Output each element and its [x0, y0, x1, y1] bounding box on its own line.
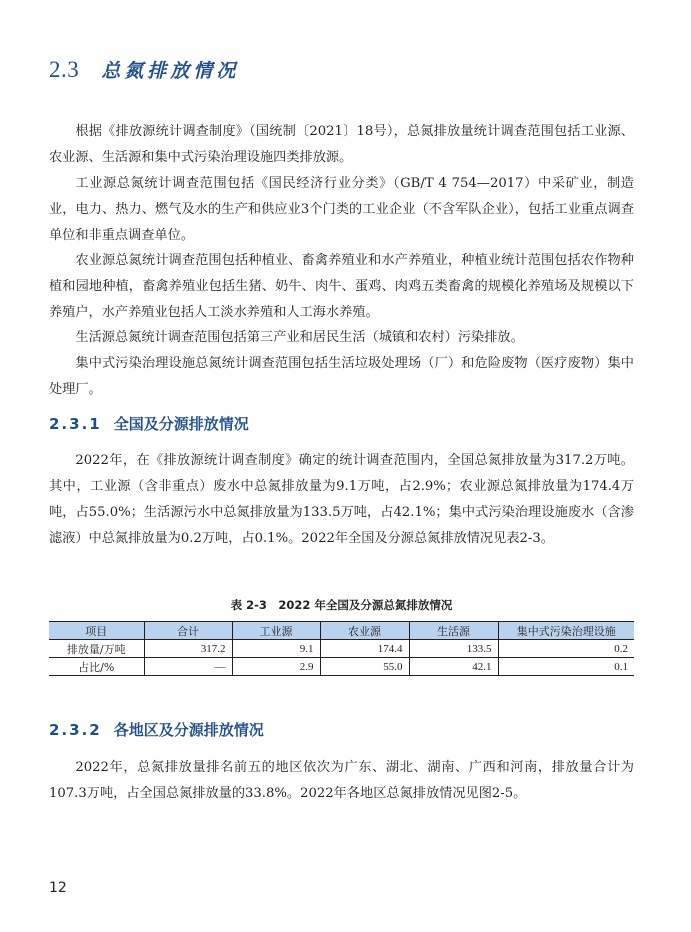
table-cell: 占比/%: [49, 658, 144, 676]
table-header-row: [49, 622, 634, 640]
table-cell: 0.1: [498, 658, 634, 676]
intro-paragraph: 工业源总氮统计调查范围包括《国民经济行业分类》（GB/T 4 754—2017）中采矿业，制造业，电力、热力、燃气及水的生产和供应业3个门类的工业企业（不含军队企业），包括工业重点调查单位和非重点调查单位。: [49, 176, 634, 243]
subsection-number: 2.3.1: [49, 415, 102, 433]
table-header-cell: 项目: [49, 622, 144, 640]
table-row: [49, 640, 634, 658]
subsection-number: 2.3.2: [49, 721, 102, 739]
table-cell: 0.2: [498, 640, 634, 658]
intro-paragraph: 集中式污染治理设施总氮统计调查范围包括生活垃圾处理场（厂）和危险废物（医疗废物）集中处理厂。: [49, 356, 634, 397]
table-header-cell: 生活源: [409, 622, 498, 640]
subsection-title: 全国及分源排放情况: [113, 415, 249, 433]
table-cell: 133.5: [409, 640, 498, 658]
subsection-heading-1: [49, 413, 249, 434]
section-number: 2.3: [49, 57, 80, 82]
table-cell: 42.1: [409, 658, 498, 676]
subsection-title: 各地区及分源排放情况: [113, 721, 264, 739]
table-header-cell: 集中式污染治理设施: [498, 622, 634, 640]
table-header-cell: 工业源: [232, 622, 320, 640]
section-heading: [49, 56, 239, 84]
section-title: 总氮排放情况: [101, 60, 240, 82]
table-header-cell: 合计: [144, 622, 232, 640]
table-row: [49, 658, 634, 676]
page-number: 12: [49, 880, 67, 896]
table-header-cell: 农业源: [320, 622, 409, 640]
table-cell: —: [144, 658, 232, 676]
subsection-paragraph: 2022年，在《排放源统计调查制度》确定的统计调查范围内，全国总氮排放量为317.2万吨。其中，工业源（含非重点）废水中总氮排放量为9.1万吨，占2.9%；农业源总氮排放量为174.4万吨，占55.0%；生活源污水中总氮排放量为133.5万吨，占42.1%；集中式污染治理设施废水（含渗滤液）中总氮排放量为0.2万吨，占0.1%。2022年全国及分源总氮排放情况见表2-3。: [49, 453, 634, 546]
intro-paragraph: 生活源总氮统计调查范围包括第三产业和居民生活（城镇和农村）污染排放。: [75, 330, 524, 345]
emission-table: [49, 621, 634, 676]
table-cell: 9.1: [232, 640, 320, 658]
table-cell: 排放量/万吨: [49, 640, 144, 658]
table-cell: 2.9: [232, 658, 320, 676]
table-cell: 317.2: [144, 640, 232, 658]
subsection-paragraph: 2022年，总氮排放量排名前五的地区依次为广东、湖北、湖南、广西和河南，排放量合计为107.3万吨，占全国总氮排放量的33.8%。2022年各地区总氮排放情况见图2-5。: [49, 760, 634, 801]
intro-paragraph: 根据《排放源统计调查制度》（国统制〔2021〕18号），总氮排放量统计调查范围包括工业源、农业源、生活源和集中式污染治理设施四类排放源。: [49, 124, 634, 165]
table-caption: 表 2-3 2022 年全国及分源总氮排放情况: [230, 598, 453, 612]
table-cell: 174.4: [320, 640, 409, 658]
table-cell: 55.0: [320, 658, 409, 676]
subsection-heading-2: [49, 719, 264, 740]
intro-paragraph: 农业源总氮统计调查范围包括种植业、畜禽养殖业和水产养殖业，种植业统计范围包括农作物种植和园地种植，畜禽养殖业包括生猪、奶牛、肉牛、蛋鸡、肉鸡五类畜禽的规模化养殖场及规模以下养殖户，水产养殖业包括人工淡水养殖和人工海水养殖。: [49, 253, 634, 320]
